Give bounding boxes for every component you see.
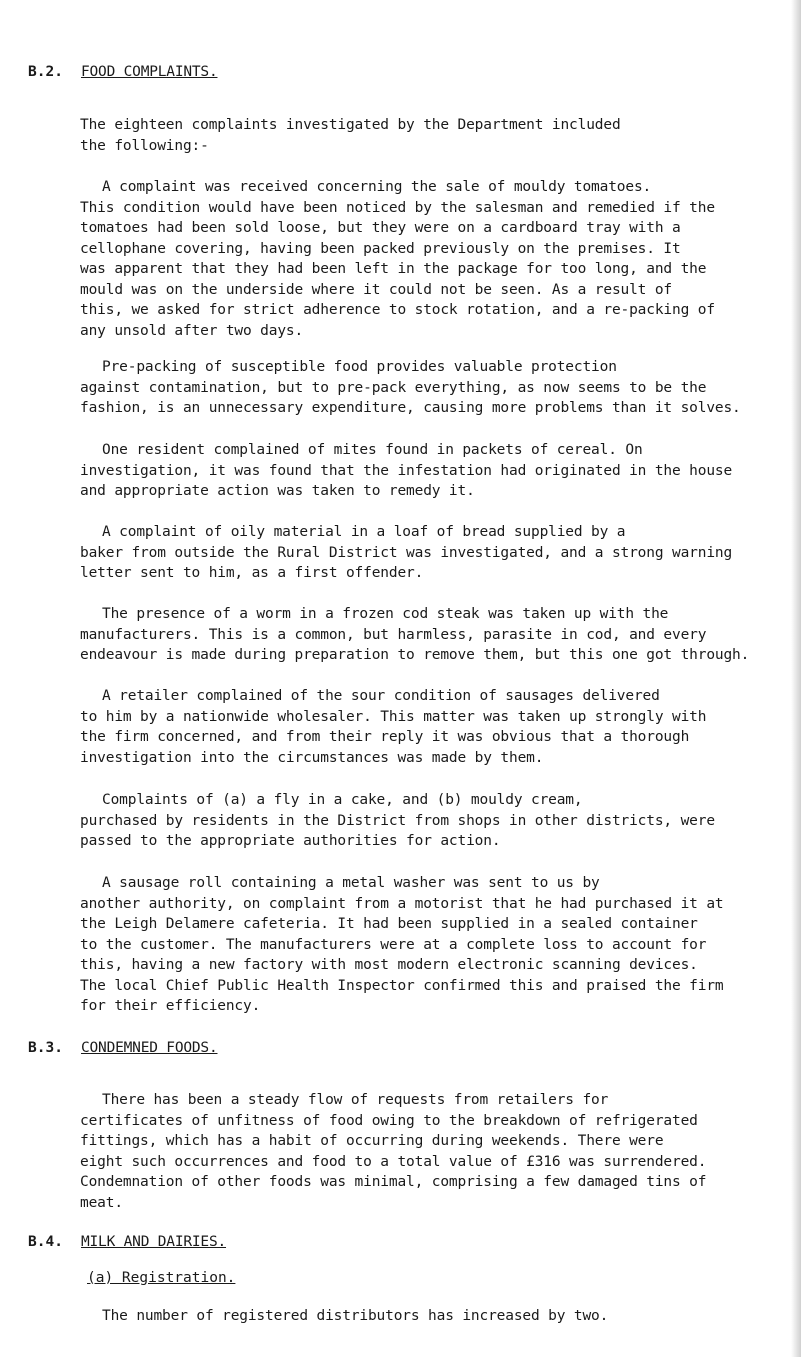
section-title-condemned-foods: CONDEMNED FOODS. <box>81 1040 218 1056</box>
paragraph: The presence of a worm in a frozen cod steak was taken up with the manufacturers. This is a common, but harmless, parasite in cod, and every endeavour is made during preparation to remove them, but this one got through. <box>80 606 750 663</box>
section-number-b3: B.3. <box>28 1040 63 1056</box>
paragraph: The eighteen complaints investigated by the Department included the following:- <box>80 117 621 154</box>
scan-edge-shadow <box>791 0 801 1357</box>
paragraph: A complaint was received concerning the sale of mouldy tomatoes. This condition would have been noticed by the salesman and remedied if the tomatoes had been sold loose, but they were on a cardboard tray with a cellophane covering, having been packed previously on the premises. It was apparent that they had been left in the package for too long, and the mould was on the underside where it could not be seen. As a result of this, we asked for strict adherence to stock rotation, and a re-packing of any unsold after two days. <box>80 179 715 339</box>
paragraph: Pre-packing of susceptible food provides valuable protection against contamination, but to pre-pack everything, as now seems to be the fashion, is an unnecessary expenditure, causing more problems than it solves. <box>80 359 741 416</box>
subsection-title-registration: (a) Registration. <box>87 1270 236 1286</box>
paragraph: The number of registered distributors has increased by two. <box>102 1308 609 1324</box>
paragraph: A retailer complained of the sour condition of sausages delivered to him by a nationwide wholesaler. This matter was taken up strongly with the firm concerned, and from their reply it was obvious that a thorough investigation into the circumstances was made by them. <box>80 688 707 766</box>
paragraph: A complaint of oily material in a loaf of bread supplied by a baker from outside the Rural District was investigated, and a strong warning letter sent to him, as a first offender. <box>80 524 733 581</box>
paragraph: Complaints of (a) a fly in a cake, and (b) mouldy cream, purchased by residents in the District from shops in other districts, were passed to the appropriate authorities for action. <box>80 792 715 849</box>
paragraph: A sausage roll containing a metal washer was sent to us by another authority, on complaint from a motorist that he had purchased it at the Leigh Delamere cafeteria. It had been supplied in a sealed container to the customer. The manufacturers were at a complete loss to account for this, having a new factory with most modern electronic scanning devices. The local Chief Public Health Inspector confirmed this and praised the firm for their efficiency. <box>80 875 724 1014</box>
paragraph: There has been a steady flow of requests from retailers for certificates of unfitness of food owing to the breakdown of refrigerated fittings, which has a habit of occurring during weekends. There were eight such occurrences and food to a total value of £316 was surrendered. Condemnation of other foods was minimal, comprising a few damaged tins of meat. <box>80 1092 707 1211</box>
paragraph: One resident complained of mites found in packets of cereal. On investigation, it was found that the infestation had originated in the house and appropriate action was taken to remedy it. <box>80 442 733 499</box>
section-number-b4: B.4. <box>28 1234 63 1250</box>
section-title-milk-and-dairies: MILK AND DAIRIES. <box>81 1234 227 1250</box>
section-title-food-complaints: FOOD COMPLAINTS. <box>81 64 218 80</box>
section-number-b2: B.2. <box>28 64 63 80</box>
